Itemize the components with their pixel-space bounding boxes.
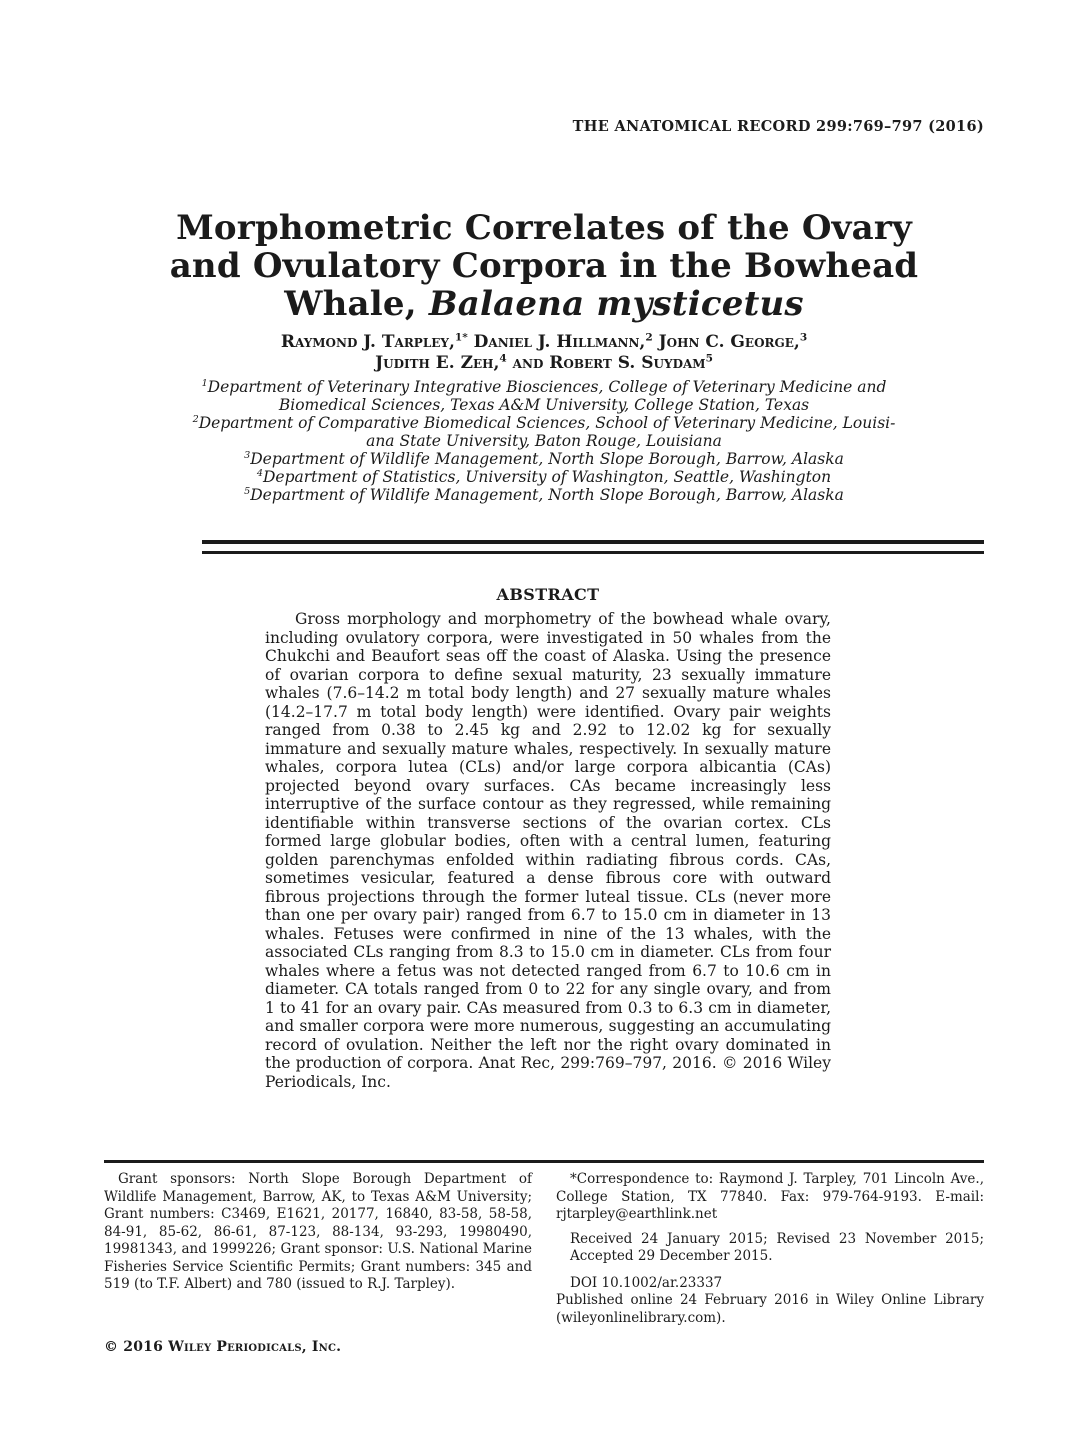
doi-footnote: DOI 10.1002/ar.23337 [570, 1274, 723, 1291]
abstract-copyright: © 2016 Wiley Periodicals, Inc. [265, 1054, 831, 1091]
affiliation-line: $^4$Department of Statistics, University of Washington, Seattle, Washington [256, 467, 832, 486]
author-superscript: 3 [799, 331, 808, 344]
abstract-heading: ABSTRACT [496, 585, 600, 604]
author-superscript: 1* [454, 331, 468, 344]
affiliation-line: $^5$Department of Wildlife Management, North Slope Borough, Barrow, Alaska [244, 485, 844, 504]
affiliation-superscript: 5 [244, 485, 251, 497]
affiliation-superscript: 2 [192, 413, 199, 425]
footnote-divider [104, 1160, 984, 1163]
correspondence-footnote: *Correspondence to: Raymond J. Tarpley, 701 Lincoln Ave., College Station, TX 77840. Fax: 979-764-9193. E-mail: rjtarpley@earthlink.net [556, 1171, 984, 1222]
rule-thick [202, 540, 984, 544]
affiliation-superscript: 3 [244, 449, 251, 461]
and-connector: and [512, 353, 544, 373]
footnotes-left-column [104, 1171, 532, 1327]
author-name: John C. George,$^3$ [658, 331, 808, 352]
title-line-1: Morphometric Correlates of the Ovary [176, 208, 912, 248]
footnotes [104, 1171, 984, 1327]
grant-footnote: Grant sponsors: North Slope Borough Department of Wildlife Management, Barrow, AK, to Texas A&M University; Grant numbers: C3469, E1621, 20177, 16840, 83-58, 58-58, 84-91, 85-62, 86-61, 87-123, 88-134, 93-293, 19980490, 19981343, and 1999226; Grant sponsor: U.S. National Marine Fisheries Service Scientific Permits; Grant numbers: 345 and 519 (to T.F. Albert) and 780 (issued to R.J. Tarpley). [104, 1171, 532, 1292]
divider-double-rule [202, 540, 984, 554]
abstract-citation: Anat Rec, 299:769–797, 2016. [478, 1054, 717, 1072]
authors-line-2 [104, 353, 984, 374]
authors [104, 332, 984, 374]
affiliations [104, 378, 984, 504]
author-name: Robert S. Suydam$^5$ [549, 352, 713, 373]
article-title [104, 209, 984, 323]
author-name: Judith E. Zeh,$^4$ [375, 352, 507, 373]
footnote-section [104, 1160, 984, 1355]
published-online-footnote: Published online 24 February 2016 in Wiley Online Library (wileyonlinelibrary.com). [556, 1292, 984, 1326]
author-name: Daniel J. Hillmann,$^2$ [473, 331, 653, 352]
author-superscript: 2 [645, 331, 653, 344]
title-line-3-prefix: Whale, [284, 284, 429, 324]
footnotes-right-column [556, 1171, 984, 1327]
affiliation-line: $^1$Department of Veterinary Integrative Biosciences, College of Veterinary Medicine and [201, 377, 887, 396]
title-species-name: Balaena mysticetus [428, 284, 804, 324]
page-copyright: © 2016 Wiley Periodicals, Inc. [104, 1339, 342, 1355]
affiliation-line: ana State University, Baton Rouge, Louisiana [366, 432, 722, 450]
affiliation-line: Biomedical Sciences, Texas A&M University, College Station, Texas [278, 396, 810, 414]
abstract-body: Gross morphology and morphometry of the bowhead whale ovary, including ovulatory corpora, were investigated in 50 whales from the Chukchi and Beaufort seas off the coast of Alaska. Using the presence of ovarian corpora to define sexual maturity, 23 sexually immature whales (7.6–14.2 m total body length) and 27 sexually mature whales (14.2–17.7 m total body length) were identified. Ovary pair weights ranged from 0.38 to 2.45 kg and 2.92 to 12.02 kg for sexually immature and sexually mature whales, respectively. In sexually mature whales, corpora lutea (CLs) and/or large corpora albicantia (CAs) projected beyond ovary surfaces. CAs became increasingly less interruptive of the surface contour as they regressed, while remaining identifiable within transverse sections of the ovarian cortex. CLs formed large globular bodies, often with a central lumen, featuring golden parenchymas enfolded within radiating fibrous cords. CAs, sometimes vesicular, featured a dense fibrous core with outward fibrous projections through the former luteal tissue. CLs (never more than one per ovary pair) ranged from 6.7 to 15.0 cm in diameter in 13 whales. Fetuses were confirmed in nine of the 13 whales, with the associated CLs ranging from 8.3 to 15.0 cm in diameter. CLs from four whales where a fetus was not detected ranged from 6.7 to 10.6 cm in diameter. CA totals ranged from 0 to 22 for any single ovary, and from 1 to 41 for an ovary pair. CAs measured from 0.3 to 6.3 cm in diameter, and smaller corpora were more numerous, suggesting an accumulating record of ovulation. Neither the left nor the right ovary dominated in the production of corpora. [265, 610, 831, 1072]
affiliation-superscript: 4 [256, 467, 263, 479]
author-superscript: 5 [705, 352, 713, 365]
title-line-2: and Ovulatory Corpora in the Bowhead [169, 246, 919, 286]
abstract-text [265, 610, 831, 1091]
affiliation-line: $^2$Department of Comparative Biomedical Sciences, School of Veterinary Medicine, Louisi- [192, 413, 896, 432]
rule-thin [202, 551, 984, 554]
page-content [104, 0, 984, 1091]
author-name: Raymond J. Tarpley,$^{1*}$ [280, 331, 468, 352]
received-dates-footnote: Received 24 January 2015; Revised 23 November 2015; Accepted 29 December 2015. [570, 1230, 984, 1264]
abstract-section [265, 585, 831, 1091]
author-superscript: 4 [499, 352, 507, 365]
affiliation-superscript: 1 [201, 377, 208, 389]
authors-line-1 [104, 332, 984, 353]
affiliation-line: $^3$Department of Wildlife Management, North Slope Borough, Barrow, Alaska [244, 449, 844, 468]
journal-header: THE ANATOMICAL RECORD 299:769–797 (2016) [572, 118, 984, 135]
title-line-3 [104, 285, 984, 323]
